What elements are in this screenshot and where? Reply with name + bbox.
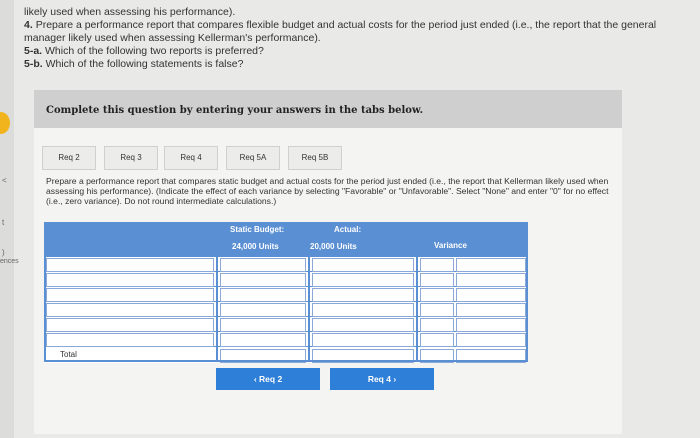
requirement-instructions: Prepare a performance report that compares static budget and actual costs for the period just ended (i.e., the report that Kellerman likely used when assessing his performance). (Indicate the effect of each variance by selecting "Favorable" or "Unfavorable". Select "None" and enter "0" for no effect (i.e., zero variance). Do not round intermediate calculations.) <box>46 176 609 206</box>
next-req-button[interactable] <box>330 368 434 390</box>
question-intro <box>24 6 664 71</box>
tab-req-5a[interactable]: Req 5A <box>226 146 280 170</box>
next-req-label: Req 4 <box>367 374 391 384</box>
instruction-bar <box>34 90 622 128</box>
tab-req-4[interactable]: Req 4 <box>164 146 218 170</box>
performance-report-table <box>44 222 528 362</box>
intro-item-5a <box>24 45 664 58</box>
item-5a-number: 5-a. <box>24 45 43 57</box>
item-5a-text: Which of the following two reports is preferred? <box>45 45 264 57</box>
tab-req-2[interactable]: Req 2 <box>42 146 96 170</box>
prev-req-label: Req 2 <box>259 374 283 384</box>
sidebar-label-references[interactable]: ences <box>0 258 19 265</box>
instruction-text: Complete this question by entering your answers in the tabs below. <box>46 105 424 116</box>
item-5b-text: Which of the following statements is false? <box>45 58 244 70</box>
static-budget-units: 24,000 Units <box>232 242 279 251</box>
sidebar-glyph-3: ) <box>2 248 5 257</box>
tab-req-3[interactable]: Req 3 <box>104 146 158 170</box>
intro-line-1: likely used when assessing his performance). <box>24 6 236 18</box>
static-budget-title: Static Budget: <box>230 225 285 234</box>
table-border <box>44 222 528 362</box>
chevron-right-icon: › <box>393 374 397 384</box>
total-label: Total <box>60 350 77 359</box>
item-4-text: Prepare a performance report that compares flexible budget and actual costs for the period just ended (i.e., the report that the general manager likely used when assessing Kellerman's performance). <box>24 19 657 44</box>
chevron-left-icon: ‹ <box>253 374 257 384</box>
actual-units: 20,000 Units <box>310 242 357 251</box>
intro-item-5b <box>24 58 664 71</box>
actual-title: Actual: <box>334 225 362 234</box>
variance-title: Variance <box>434 241 467 250</box>
tab-req-5b[interactable]: Req 5B <box>288 146 342 170</box>
sidebar-glyph-2: t <box>2 218 5 227</box>
sidebar-glyph-1: < <box>2 176 7 185</box>
prev-req-button[interactable] <box>216 368 320 390</box>
item-4-number: 4. <box>24 19 33 31</box>
intro-item-4 <box>24 19 664 45</box>
item-5b-number: 5-b. <box>24 58 43 70</box>
